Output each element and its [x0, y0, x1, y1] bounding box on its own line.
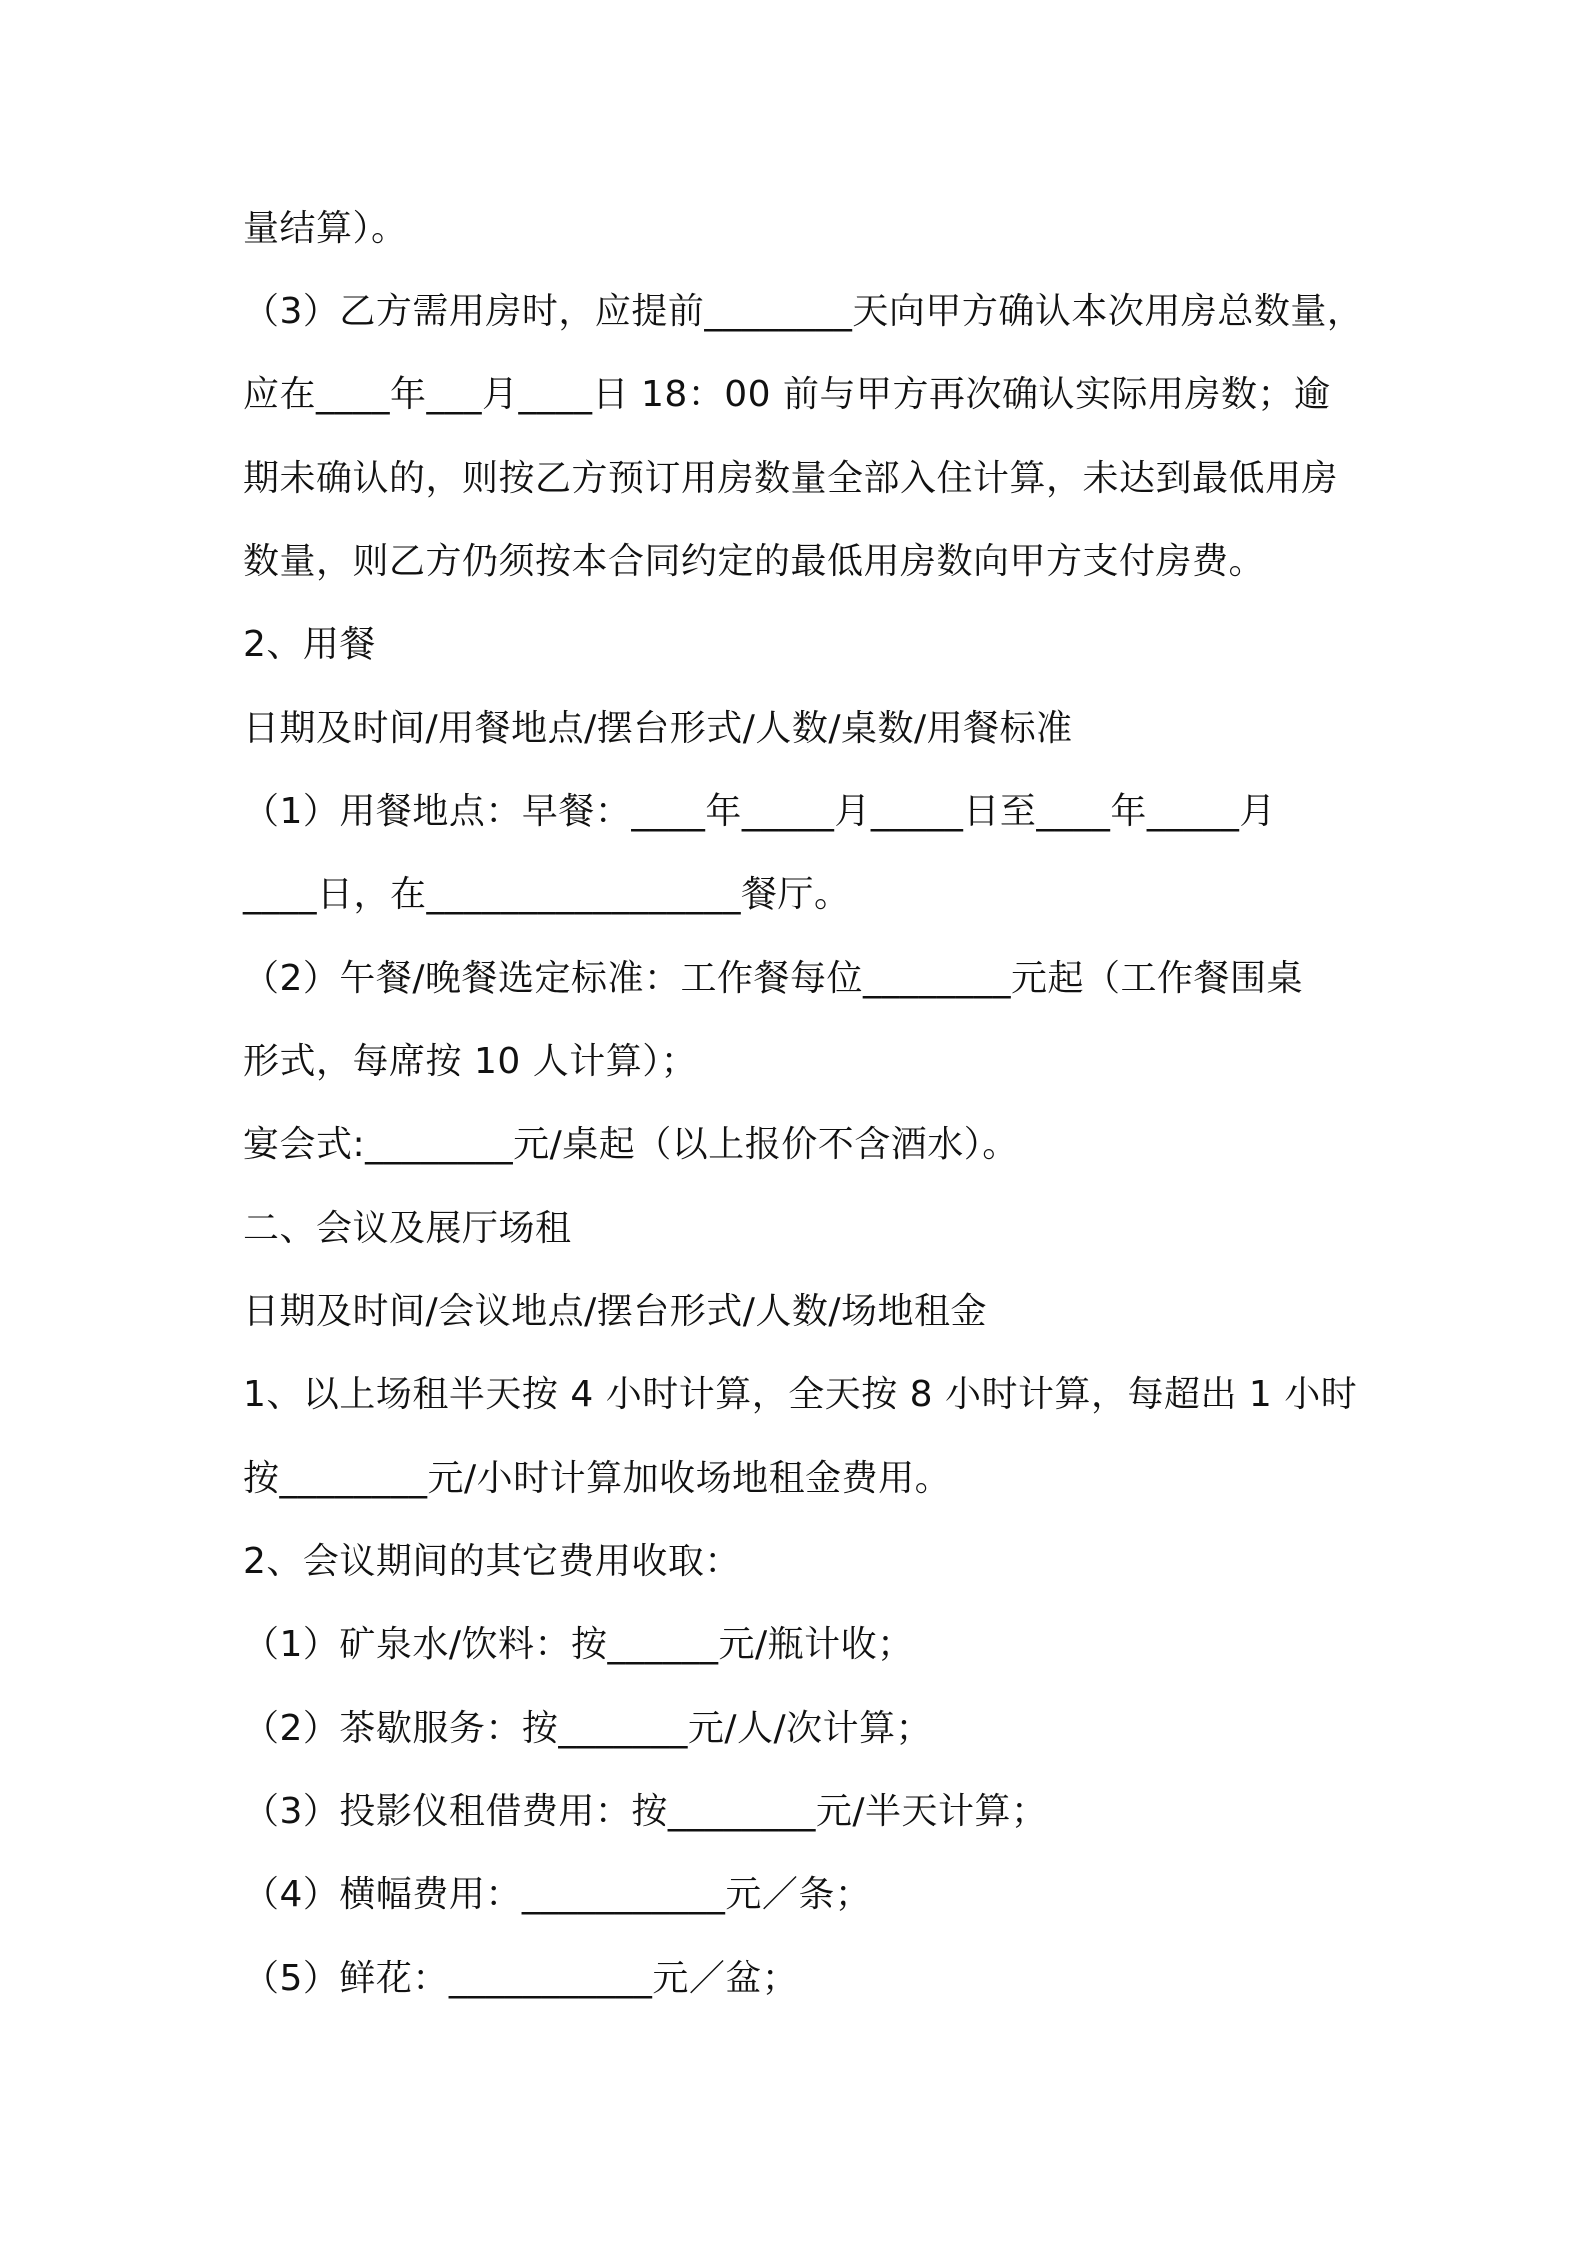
- text-line: 日期及时间/用餐地点/摆台形式/人数/桌数/用餐标准: [243, 708, 1073, 749]
- text-line: （2）午餐/晚餐选定标准：工作餐每位________元起（工作餐围桌: [243, 958, 1304, 999]
- section-heading: 2、用餐: [243, 624, 376, 665]
- section-heading: 二、会议及展厅场租: [243, 1208, 572, 1249]
- text-line: （1）用餐地点：早餐：____年_____月_____日至____年_____月: [243, 791, 1276, 832]
- text-line: 宴会式:________元/桌起（以上报价不含酒水）。: [243, 1124, 1019, 1165]
- text-line: 1、以上场租半天按 4 小时计算，全天按 8 小时计算，每超出 1 小时: [243, 1374, 1358, 1415]
- text-line: ____日，在_________________餐厅。: [243, 874, 851, 915]
- text-line: 期未确认的，则按乙方预订用房数量全部入住计算，未达到最低用房: [243, 458, 1339, 499]
- text-line: 日期及时间/会议地点/摆台形式/人数/场地租金: [243, 1291, 988, 1332]
- text-line: 应在____年___月____日 18：00 前与甲方再次确认实际用房数；逾: [243, 374, 1331, 415]
- text-line: （5）鲜花：___________元／盆；: [243, 1958, 799, 1999]
- text-line: 量结算）。: [243, 208, 408, 249]
- text-line: （4）横幅费用：___________元／条；: [243, 1874, 872, 1915]
- text-line: （3）投影仪租借费用：按________元/半天计算；: [243, 1791, 1048, 1832]
- text-line: （2）茶歇服务：按_______元/人/次计算；: [243, 1708, 933, 1749]
- text-line: 2、会议期间的其它费用收取：: [243, 1541, 741, 1582]
- text-line: 按________元/小时计算加收场地租金费用。: [243, 1458, 952, 1499]
- text-line: 数量，则乙方仍须按本合同约定的最低用房数向甲方支付房费。: [243, 541, 1266, 582]
- text-line: （1）矿泉水/饮料：按______元/瓶计收；: [243, 1624, 914, 1665]
- text-line: （3）乙方需用房时，应提前________天向甲方确认本次用房总数量，: [243, 291, 1364, 332]
- text-line: 形式，每席按 10 人计算）；: [243, 1041, 698, 1082]
